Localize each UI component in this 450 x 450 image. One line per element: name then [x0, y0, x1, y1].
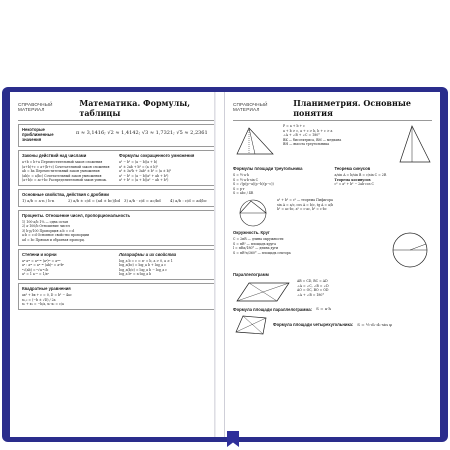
quadratic-line: x₁ + x₂ = −b/a, x₁·x₂ = c/a — [22, 302, 64, 307]
circle-line: S = πR² — площадь круга — [233, 241, 276, 246]
area-column — [233, 166, 331, 196]
right-triangle-line: h² = ac·bc, a² = c·ac, b² = c·bc — [277, 207, 327, 212]
triangle-line: BH — высота треугольника — [283, 142, 330, 147]
roots-line: aⁿ·aᵐ = aⁿ⁺ᵐ (aⁿ)ᵐ = aⁿᵐ — [22, 258, 61, 263]
logs-line: log_a(b/c) = log_a b − log_a c — [119, 267, 168, 272]
logs-line: log_a(bc) = log_a b + log_a c — [119, 263, 166, 268]
right-triangle-section — [233, 198, 432, 228]
quadratic-line: ax² + bx + c = 0, D = b² − 4ac — [22, 292, 72, 297]
quadratic-block — [18, 283, 216, 310]
area-quadrilateral-formula: S = ½·d₁·d₂·sin φ — [357, 321, 392, 327]
triangle-line: ∠A + ∠B + ∠C = 180° — [283, 133, 320, 138]
circle-text — [233, 230, 384, 270]
right-triangle-line: sin A = a/c, cos A = b/c, tg A = a/b — [277, 202, 334, 207]
triangle-line: BK — биссектриса, BM — медиана — [283, 137, 342, 142]
parallelogram-line: ∠A + ∠B = 180° — [297, 292, 325, 297]
fraction-rule: 1) a/b = a·n / b·n — [22, 197, 55, 203]
percent-line: 1) 100·a/b 1% — одна сотая — [22, 219, 68, 224]
left-page-title: Математика. Формулы, таблицы — [79, 98, 191, 118]
right-page-ref: СПРАВОЧНЫЙ МАТЕРИАЛ — [233, 102, 268, 112]
percent-line: a:b = c:d Основное свойство пропорции — [22, 233, 90, 238]
sines-line: Теорема косинусов — [334, 177, 371, 182]
short-mult-heading: Формулы сокращенного умножения — [119, 153, 195, 158]
short-mult-line: a³ + b³ = (a + b)(a² − ab + b²) — [119, 178, 169, 183]
triangle-line: a + b > c, a + c > b, b + c > a — [283, 128, 333, 133]
right-triangle-figure — [398, 124, 432, 164]
sines-line: c² = a² + b² − 2ab·cos C — [334, 182, 374, 187]
area-line: S = ½·a·h — [233, 173, 249, 177]
fraction-rule: 4) a/b : c/d = ad/bc — [170, 197, 207, 203]
area-line: S = √(p(p−a)(p−b)(p−c)) — [233, 182, 274, 187]
circle-line: S = πR²α/360° — площадь сектора — [233, 250, 291, 255]
bookmark-ribbon — [227, 431, 239, 447]
inscribed-triangle-figure — [233, 198, 273, 228]
triangle-section — [233, 124, 432, 164]
percent-block — [18, 210, 216, 246]
circle-figure — [388, 230, 432, 270]
parallelogram-figure — [233, 279, 293, 305]
area-quadrilateral-label: Формула площади четырехугольника: — [273, 322, 354, 328]
circle-line: l = πRα/180° — длина дуги — [233, 246, 279, 251]
area-heading: Формулы площади треугольника — [233, 166, 303, 171]
roots-line: aⁿ : aᵐ = aⁿ⁻ᵐ (ab)ⁿ = aⁿbⁿ — [22, 263, 65, 268]
laws-column — [22, 153, 115, 183]
short-mult-line: a² ± 2ab + b² = (a ± b)² — [119, 164, 158, 169]
area-sines-section — [233, 166, 432, 196]
spine-gutter — [214, 92, 216, 437]
percent-heading: Проценты. Отношение чисел, пропорциональность — [22, 212, 131, 218]
fraction-rule: 2) a/b ± c/d = (ad ± bc)/bd — [67, 197, 121, 203]
fraction-rule: 3) a/b · c/d = ac/bd — [124, 197, 161, 203]
area-parallelogram-row — [233, 307, 432, 312]
parallelogram-line: ∠A = ∠C, ∠B = ∠D — [297, 283, 329, 288]
area-parallelogram-formula: S = a·h — [316, 306, 331, 312]
sines-column — [335, 166, 433, 196]
roots-logs-block — [18, 249, 216, 280]
parallelogram-text — [297, 279, 432, 305]
approx-values: π ≈ 3,1416; √2 ≈ 1,4142; √3 ≈ 1,7321; √5 ≈ 2,2361 — [76, 130, 208, 136]
short-mult-column — [119, 153, 212, 183]
laws-line: (a+b)+c = a+(b+c) Сочетательный закон сложения — [22, 164, 110, 169]
triangle-figure — [233, 124, 279, 158]
roots-heading: Степени и корни — [22, 251, 57, 257]
short-mult-line: a³ − b³ = (a − b)(a² + ab + b²) — [119, 173, 169, 178]
right-page-header — [233, 98, 432, 121]
left-page-ref: СПРАВОЧНЫЙ МАТЕРИАЛ — [18, 102, 53, 112]
quadratic-heading: Квадратные уравнения — [22, 285, 71, 291]
quadrilateral-figure — [233, 314, 269, 336]
right-page-title: Планиметрия. Основные понятия — [293, 98, 411, 118]
logs-line: log_a bⁿ = n·log_a b — [119, 272, 152, 277]
short-mult-line: a³ ± 3a²b + 3ab² ± b³ = (a ± b)³ — [119, 169, 172, 174]
circle-line: C = 2πR — длина окружности — [233, 236, 284, 241]
right-triangle-line: a² + b² = c² — теорема Пифагора — [277, 197, 333, 202]
laws-line: ab = ba Переместительный закон умножения — [22, 169, 100, 174]
approx-label: Некоторые приближенные значения — [22, 127, 54, 142]
laws-heading: Законы действий над числами — [22, 153, 87, 158]
right-page — [225, 92, 440, 437]
roots-line: ⁿ√(ab) = ⁿ√a·ⁿ√b — [22, 267, 49, 272]
parallelogram-line: AB = CD, BC = AD — [297, 278, 328, 283]
triangle-line: P = a + b + c — [283, 124, 305, 128]
left-page-header — [18, 98, 216, 121]
left-page — [10, 92, 225, 437]
quadratic-line: x₁,₂ = (−b ± √D) / 2a — [22, 297, 56, 302]
logs-column — [119, 252, 212, 277]
percent-line: ad = bc Прямая и обратная пропорц. — [22, 237, 85, 242]
circle-heading: Окружность. Круг — [233, 229, 270, 235]
percent-line: 3) b·p/100 Пропорция a:b = c:d — [22, 228, 75, 233]
laws-line: a+b = b+a Переместительный закон сложения — [22, 160, 103, 164]
area-quadrilateral-row — [233, 314, 432, 336]
parallelogram-line: AO = OC, BO = OD — [297, 288, 329, 293]
laws-block — [18, 150, 216, 186]
triangle-text — [283, 124, 394, 164]
logs-heading: Логарифмы и их свойства — [119, 251, 177, 257]
short-mult-line: a² − b² = (a − b)(a + b) — [119, 160, 158, 164]
area-line: S = p·r — [233, 186, 245, 191]
logs-line: log_a b = c ⇔ aᶜ = b, a > 0, a ≠ 1 — [119, 258, 173, 263]
circle-section — [233, 230, 432, 270]
sines-heading: Теорема синусов — [334, 166, 371, 171]
approx-values-block — [18, 124, 216, 147]
roots-line: a⁰ = 1 a⁻ⁿ = 1/aⁿ — [22, 272, 49, 277]
parallelogram-heading: Параллелограмм — [233, 271, 269, 277]
area-parallelogram-label: Формула площади параллелограмма: — [233, 306, 313, 312]
fractions-block — [18, 189, 216, 207]
percent-line: 2) a·100/b Отношение чисел — [22, 224, 70, 229]
area-line: S = ½·a·b·sin C — [233, 177, 259, 182]
laws-line: (ab)c = a(bc) Сочетательный закон умножения — [22, 173, 102, 178]
laws-line: (a+b)c = ac+bc Распределительный закон умнож. — [22, 178, 107, 183]
area-line: S = abc / 4R — [233, 191, 254, 196]
right-triangle-text — [277, 198, 432, 228]
roots-column — [22, 252, 115, 277]
sines-line: a/sin A = b/sin B = c/sin C = 2R — [334, 173, 387, 177]
notebook-spread — [10, 92, 440, 437]
parallelogram-section — [233, 272, 432, 305]
fractions-heading: Основные свойства, действия с дробями — [22, 191, 109, 197]
